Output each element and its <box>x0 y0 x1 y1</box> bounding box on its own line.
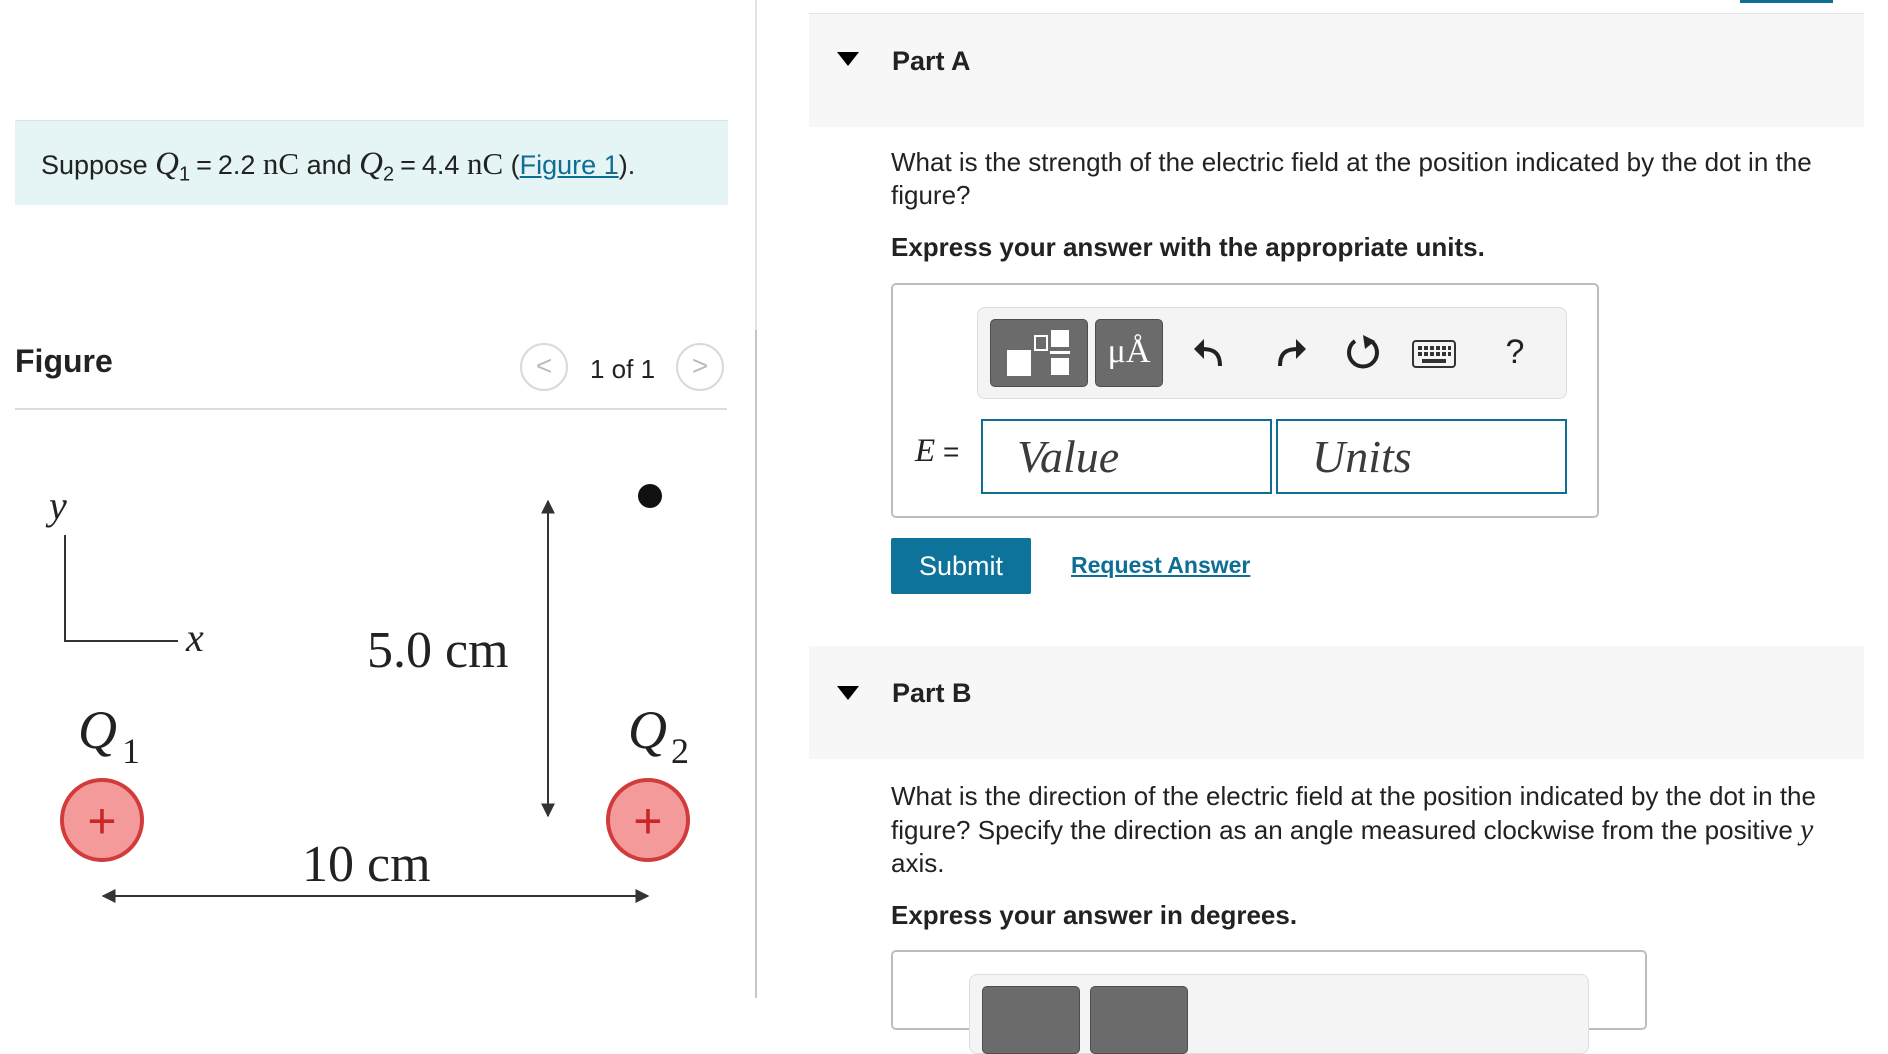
part-b-answer-box <box>891 950 1647 1030</box>
request-answer-link[interactable]: Request Answer <box>1071 552 1251 578</box>
q1-value: 2.2 <box>217 150 256 180</box>
units-button[interactable] <box>1090 986 1188 1054</box>
q2-label-subscript: 2 <box>671 731 689 771</box>
part-b-title: Part B <box>892 678 972 708</box>
q2-value: 4.4 <box>421 150 460 180</box>
part-a-answer-box <box>891 283 1599 518</box>
figure-diagram <box>0 415 755 998</box>
part-b-question-text: What is the direction of the electric field at the position indicated by the dot in the figure? Specify the direction as an angle measured clockwise from the positive <box>891 781 1816 845</box>
q2-unit: nC <box>466 146 504 181</box>
figure-link[interactable]: Figure 1 <box>519 150 619 180</box>
vertical-distance-label: 5.0 cm <box>367 622 509 679</box>
figure-heading: Figure <box>15 343 113 379</box>
right-pane <box>757 0 1888 998</box>
part-b-question-end: axis. <box>891 848 945 878</box>
q1-label-subscript: 1 <box>122 731 140 771</box>
submit-button[interactable]: Submit <box>891 538 1031 594</box>
field-point-dot <box>638 484 662 508</box>
intro-text: Suppose <box>41 150 156 180</box>
templates-icon <box>991 320 1087 386</box>
left-pane <box>0 0 755 998</box>
q1-subscript: 1 <box>178 163 191 186</box>
variable-equals: = <box>935 436 960 467</box>
q2-subscript: 2 <box>383 163 395 186</box>
equals-sign: = <box>400 150 416 180</box>
reset-icon[interactable] <box>1343 333 1383 373</box>
figure-counter: 1 of 1 <box>590 354 656 384</box>
part-a-title: Part A <box>892 46 971 76</box>
collapse-caret-icon[interactable] <box>837 52 859 66</box>
close-paren: ). <box>618 150 636 180</box>
part-a-question: What is the strength of the electric field at the position indicated by the dot in the figure? <box>891 147 1812 210</box>
open-paren: ( <box>503 150 520 180</box>
variable-label <box>915 433 959 470</box>
part-b-question <box>891 780 1831 880</box>
part-a-header[interactable] <box>809 13 1864 127</box>
part-b-header[interactable] <box>809 646 1864 759</box>
part-a-instruction: Express your answer with the appropriate units. <box>891 232 1485 262</box>
x-axis-label: x <box>186 615 204 660</box>
templates-button[interactable] <box>990 319 1088 387</box>
collapse-caret-icon[interactable] <box>837 686 859 700</box>
figure-prev-button[interactable]: < <box>520 343 568 391</box>
q2-symbol: Q <box>359 146 383 182</box>
q2-label: Q <box>628 700 667 760</box>
figure-divider <box>15 408 727 410</box>
math-toolbar <box>977 307 1567 399</box>
redo-icon[interactable] <box>1270 333 1310 373</box>
q1-symbol: Q <box>155 146 179 182</box>
part-b-question-var: y <box>1800 813 1814 846</box>
horizontal-distance-label: 10 cm <box>302 836 431 893</box>
math-toolbar <box>969 974 1589 1054</box>
undo-icon[interactable] <box>1190 333 1230 373</box>
units-button[interactable]: μÅ <box>1095 319 1163 387</box>
help-icon[interactable]: ? <box>1505 333 1525 371</box>
q1-unit: nC <box>262 146 300 181</box>
keyboard-icon[interactable] <box>1412 340 1456 368</box>
equals-sign: = <box>196 150 212 180</box>
y-axis-label: y <box>49 483 67 528</box>
value-input[interactable] <box>981 419 1272 494</box>
problem-intro <box>15 120 728 205</box>
templates-button[interactable] <box>982 986 1080 1054</box>
units-input[interactable] <box>1276 419 1567 494</box>
q1-label: Q <box>78 700 117 760</box>
variable-symbol: E <box>915 433 936 469</box>
intro-and: and <box>299 150 360 180</box>
q2-plus-sign: + <box>633 793 663 849</box>
figure-next-button[interactable]: > <box>676 343 724 391</box>
part-b-instruction: Express your answer in degrees. <box>891 900 1298 930</box>
q1-plus-sign: + <box>87 793 117 849</box>
